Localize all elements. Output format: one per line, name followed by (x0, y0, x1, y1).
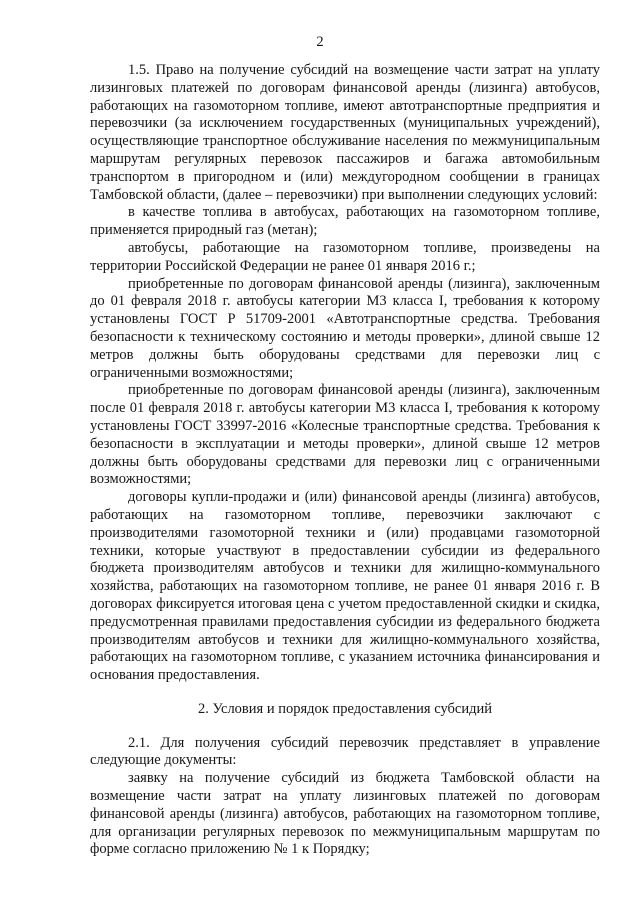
section-heading: 2. Условия и порядок предоставления субсидий (197, 700, 492, 717)
condition-purchase-contracts: договоры купли-продажи и (или) финансовой аренды (лизинга) автобусов, работающих на газомоторном топливе, перевозчики заключают с производителями газомоторной техники и (или) продавцами газомоторной техники, которые участвуют в предоставлении субсидии из федерального бюджета производителям автобусов и техники для жилищно-коммунального хозяйства, работающих на газомоторном топливе, не ранее 01 января 2016 г. В договорах фиксируется итоговая цена с учетом предоставленной скидки и скидка, предусмотренная правилами предоставления субсидии из федерального бюджета производителям автобусов и техники для жилищно-коммунального хозяйства, работающих на газомоторном топливе, с указанием источника финансирования и основания предоставления. (90, 489, 600, 684)
condition-leasing-before-2018: приобретенные по договорам финансовой аренды (лизинга), заключенным до 01 февраля 2018 г. автобусы категории М3 класса I, требования к которому установлены ГОСТ Р 51709-2001 «Автотранспортные средства. Требования безопасности к техническому состоянию и методы проверки», длиной свыше 12 метров должны быть оборудованы средствами для перевозки лиц с ограниченными возможностями; (90, 275, 600, 381)
paragraph-1-5: 1.5. Право на получение субсидий на возмещение части затрат на уплату лизинговых платежей по договорам финансовой аренды (лизинга) автобусов, работающих на газомоторном топливе, имеют автотранспортные предприятия и перевозчики (за исключением государственных (муниципальных учреждений), осуществляющие транспортное обслуживание населения по межмуниципальным маршрутам регулярных перевозок пассажиров и багажа автомобильным транспортом в пригородном и (или) междугородном сообщении в границах Тамбовской области, (далее – перевозчики) при выполнении следующих условий: (90, 62, 600, 203)
page-number: 2 (316, 34, 324, 50)
paragraph-2-1: 2.1. Для получения субсидий перевозчик представляет в управление следующие документы: (90, 734, 600, 769)
paragraph-application: заявку на получение субсидий из бюджета Тамбовской области на возмещение части затрат на уплату лизинговых платежей по договорам финансовой аренды (лизинга) автобусов, работающих на газомоторном топливе, для организации регулярных перевозок по межмуниципальным маршрутам по форме согласно приложению № 1 к Порядку; (90, 770, 600, 858)
document-body (90, 62, 600, 859)
condition-production-date: автобусы, работающие на газомоторном топливе, произведены на территории Российской Федерации не ранее 01 января 2016 г.; (90, 239, 600, 274)
condition-fuel-type: в качестве топлива в автобусах, работающих на газомоторном топливе, применяется природный газ (метан); (90, 204, 600, 239)
condition-leasing-after-2018: приобретенные по договорам финансовой аренды (лизинга), заключенным после 01 февраля 2018 г. автобусы категории М3 класса I, требования к которому установлены ГОСТ 33997-2016 «Колесные транспортные средства. Требования к безопасности в эксплуатации и методы проверки», длиной свыше 12 метров должны быть оборудованы средствами для перевозки лиц с ограниченными возможностями; (90, 382, 600, 488)
